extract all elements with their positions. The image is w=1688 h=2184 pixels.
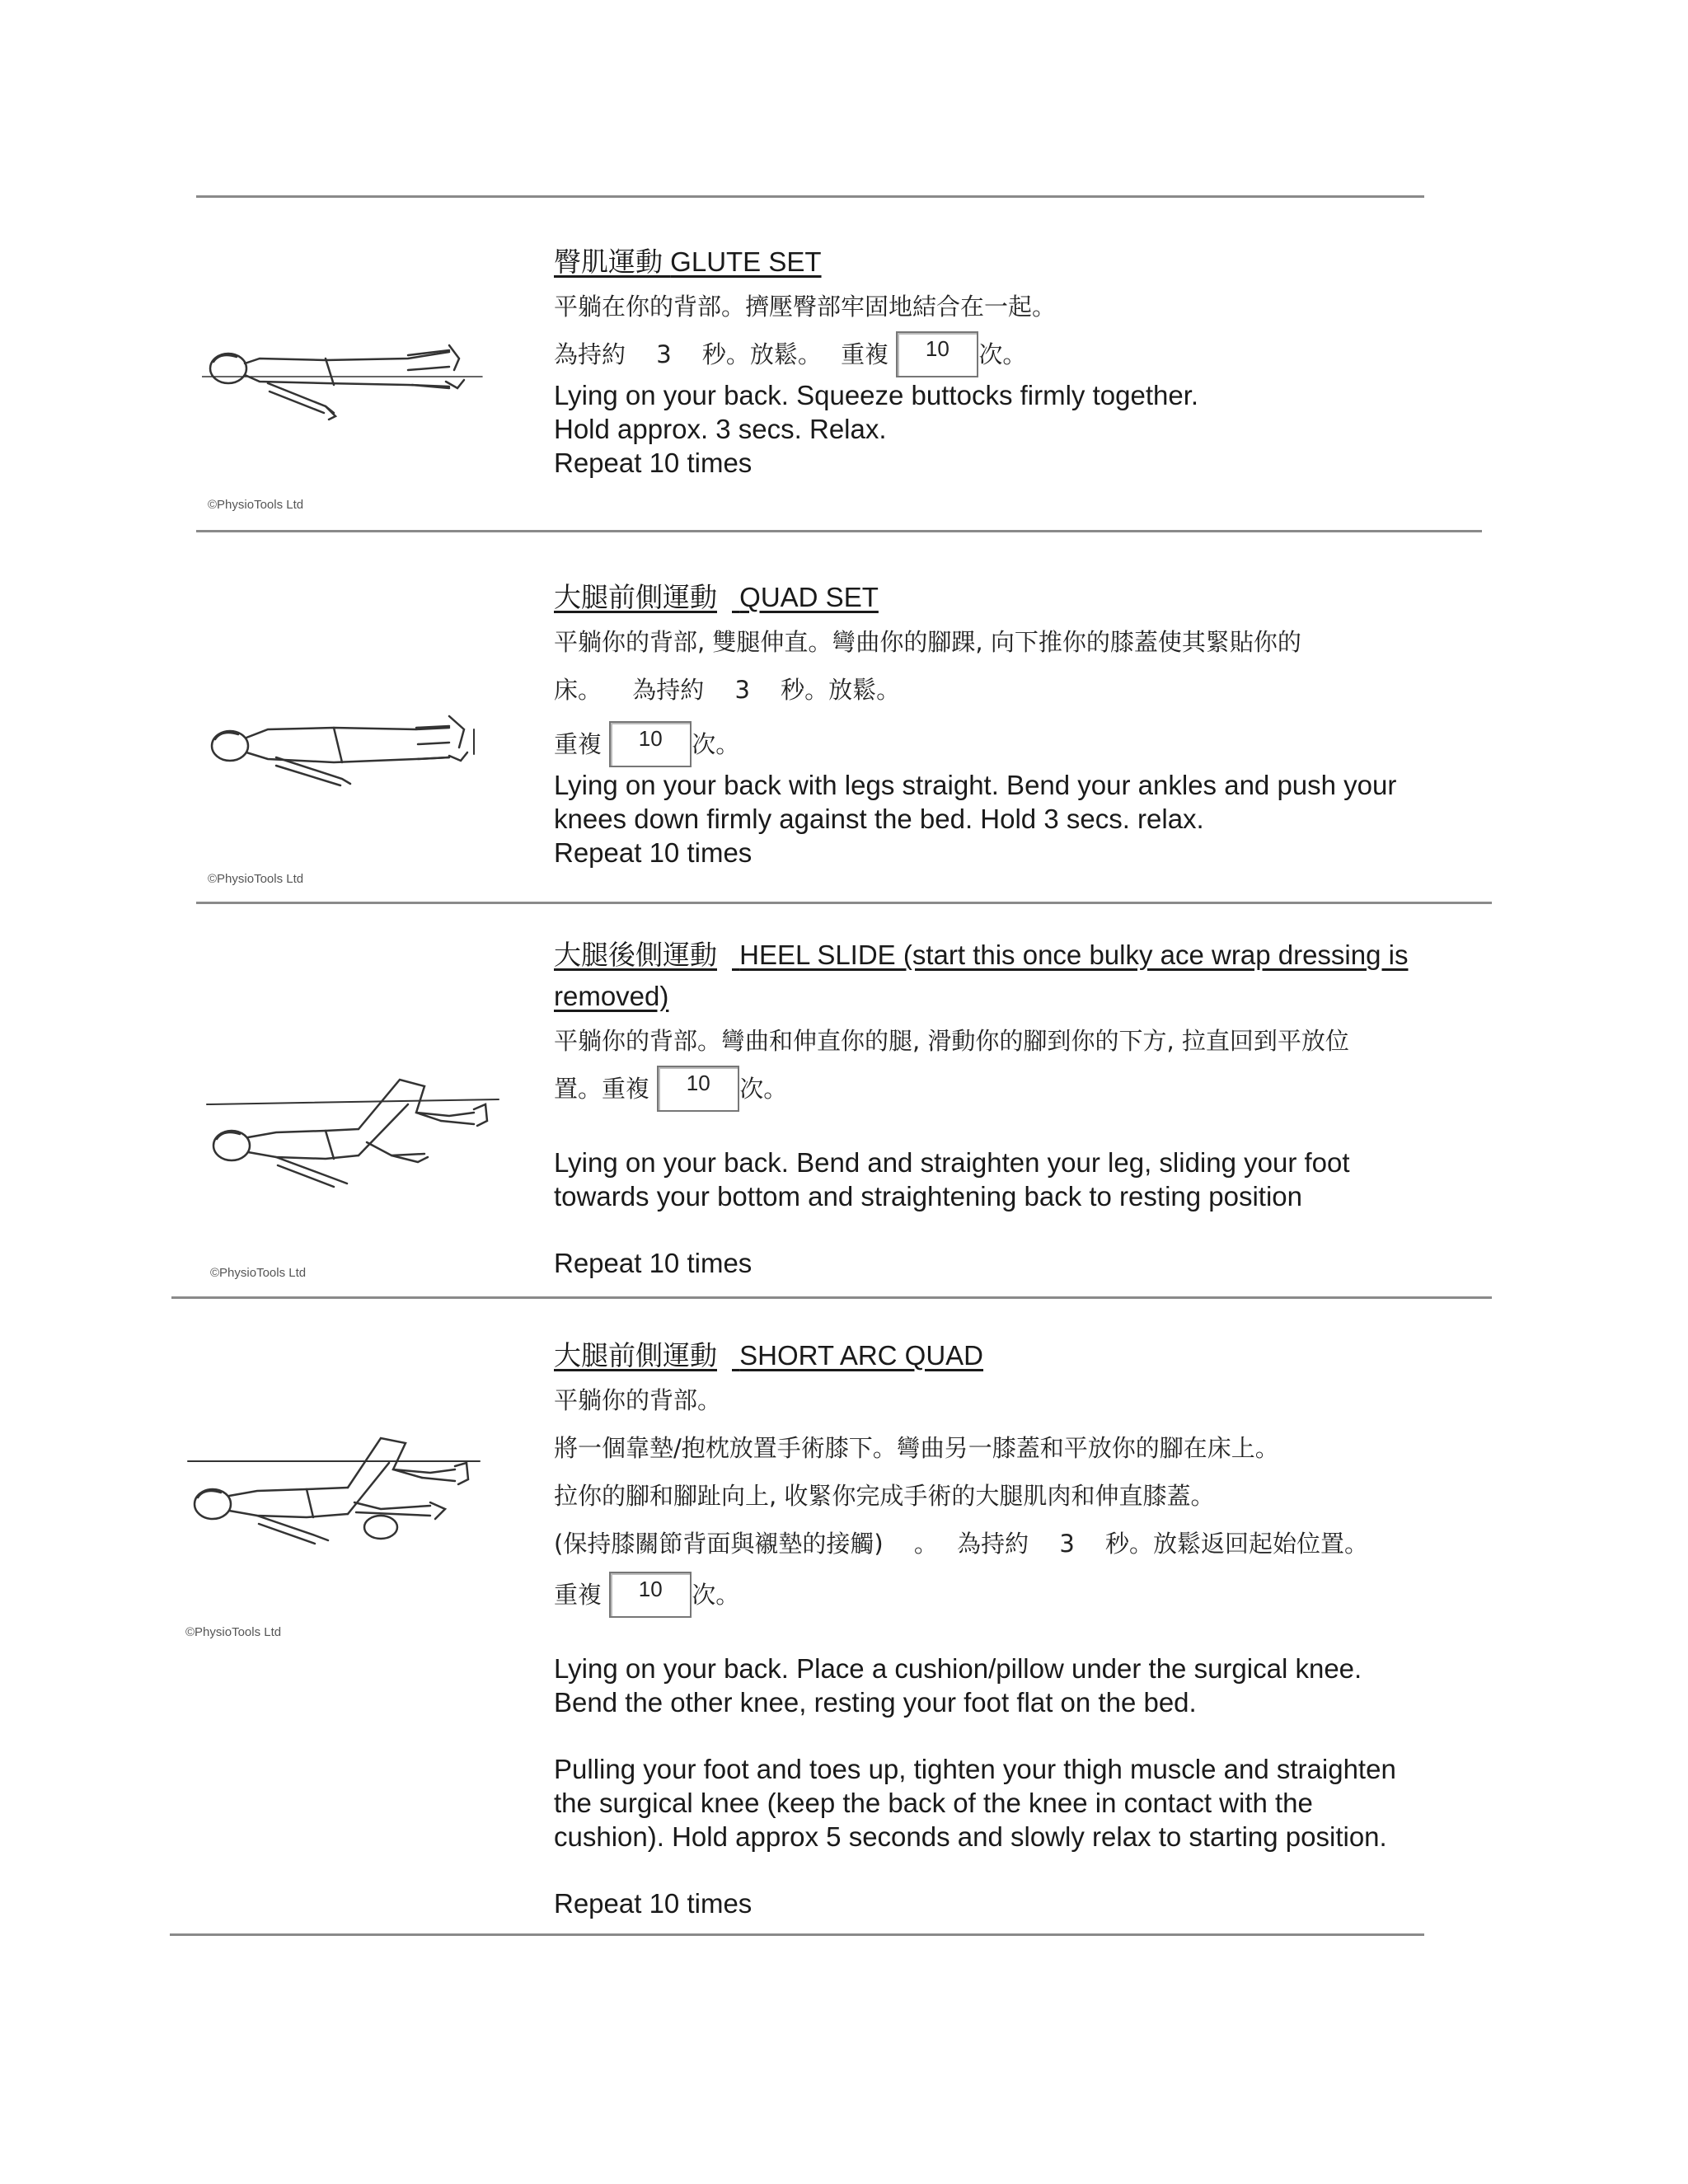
- instruction-zh-repeat-line: [554, 1571, 1477, 1619]
- hold-label: 為持約: [554, 340, 626, 368]
- repeat-count-field[interactable]: 10: [896, 331, 978, 377]
- instruction-en-line: Lying on your back. Bend and straighten your leg, sliding your foot: [554, 1147, 1350, 1178]
- instruction-en-repeat: Repeat 10 times: [554, 1248, 753, 1278]
- repeat-label: 置。重複: [554, 1075, 650, 1103]
- repeat-count-field[interactable]: 10: [657, 1066, 739, 1112]
- illustration-credit: ©PhysioTools Ltd: [208, 872, 304, 886]
- exercise-title-zh: 大腿後側運動: [554, 940, 717, 970]
- instruction-en-repeat: Repeat 10 times: [554, 1888, 753, 1919]
- hold-seconds: 3: [734, 676, 750, 704]
- instruction-en-line: Lying on your back with legs straight. Bend your ankles and push your: [554, 770, 1397, 800]
- exercise-title: [554, 935, 1477, 976]
- hold-label: 為持約: [957, 1530, 1029, 1558]
- exercise-title: [554, 241, 1477, 283]
- exercise-title-en: SHORT ARC QUAD: [739, 1340, 984, 1371]
- exercise-title: [554, 1335, 1477, 1376]
- hold-suffix: 秒。放鬆。: [781, 676, 901, 704]
- exercise-title-zh: 大腿前側運動: [554, 1340, 717, 1371]
- repeat-suffix: 次。: [739, 1075, 788, 1103]
- heel-slide-illustration: [202, 1063, 507, 1195]
- repeat-suffix: 次。: [692, 1581, 740, 1609]
- instruction-zh-punct: 。: [913, 1530, 938, 1558]
- instruction-en-line: the surgical knee (keep the back of the knee in contact with the: [554, 1788, 1313, 1818]
- repeat-label: 重複: [554, 1581, 603, 1609]
- instruction-en-line: Bend the other knee, resting your foot flat on the bed.: [554, 1687, 1197, 1718]
- repeat-label: 重複: [554, 730, 603, 758]
- instruction-en-line: Pulling your foot and toes up, tighten your thigh muscle and straighten: [554, 1754, 1396, 1784]
- instruction-en-repeat: Repeat 10 times: [554, 837, 753, 868]
- hold-seconds: 3: [1059, 1530, 1075, 1558]
- instruction-zh-text: (保持膝關節背面與襯墊的接觸): [554, 1530, 884, 1558]
- exercise-title-continued: removed): [554, 981, 669, 1011]
- exercise-title-en: QUAD SET: [739, 582, 879, 612]
- instruction-zh-line: 平躺你的背部, 雙腿伸直。彎曲你的腳踝, 向下推你的膝蓋使其緊貼你的: [554, 628, 1301, 656]
- hold-suffix: 秒。放鬆返回起始位置。: [1105, 1530, 1369, 1558]
- instruction-zh-hold-line: [554, 1520, 1477, 1568]
- short-arc-quad-illustration: [183, 1430, 488, 1554]
- instruction-zh-repeat-line: [554, 720, 1477, 768]
- illustration-credit: ©PhysioTools Ltd: [210, 1266, 307, 1280]
- bottom-divider: [170, 1933, 1424, 1936]
- instruction-en-repeat: Repeat 10 times: [554, 448, 753, 478]
- instruction-en-line: Lying on your back. Squeeze buttocks firmly together.: [554, 380, 1199, 410]
- instruction-zh-line: 平躺在你的背部。擠壓臀部牢固地結合在一起。: [554, 293, 1057, 321]
- repeat-label: 重複: [841, 340, 889, 368]
- hold-label: 為持約: [632, 676, 705, 704]
- illustration-credit: ©PhysioTools Ltd: [208, 498, 304, 512]
- hold-seconds: 3: [656, 340, 672, 368]
- instruction-en-line: knees down firmly against the bed. Hold 3 secs. relax.: [554, 804, 1204, 834]
- instruction-zh-hold-line: [554, 330, 1477, 378]
- section-divider: [171, 1296, 1492, 1299]
- instruction-zh-line: 將一個靠墊/抱枕放置手術膝下。彎曲另一膝蓋和平放你的腳在床上。: [554, 1434, 1279, 1462]
- instruction-zh-line: 平躺你的背部。: [554, 1386, 722, 1414]
- instruction-en-line: cushion). Hold approx 5 seconds and slowly relax to starting position.: [554, 1821, 1387, 1852]
- top-divider: [196, 195, 1424, 198]
- repeat-suffix: 次。: [978, 340, 1027, 368]
- instruction-zh-line: 拉你的腳和腳趾向上, 收緊你完成手術的大腿肌肉和伸直膝蓋。: [554, 1482, 1215, 1510]
- instruction-zh-hold-line: [554, 666, 1477, 714]
- exercise-title: [554, 577, 1477, 618]
- hold-suffix: 秒。放鬆。: [701, 340, 822, 368]
- instruction-en-line: towards your bottom and straightening back to resting position: [554, 1181, 1303, 1212]
- exercise-title-zh: 大腿前側運動: [554, 582, 717, 612]
- instruction-zh-line: 平躺你的背部。彎曲和伸直你的腿, 滑動你的腳到你的下方, 拉直回到平放位: [554, 1027, 1349, 1055]
- section-divider: [196, 530, 1482, 532]
- exercise-title-zh: 臀肌運動: [554, 246, 663, 277]
- repeat-count-field[interactable]: 10: [609, 721, 692, 767]
- repeat-count-field[interactable]: 10: [609, 1572, 692, 1618]
- instruction-en-line: Lying on your back. Place a cushion/pillow under the surgical knee.: [554, 1653, 1362, 1684]
- lying-quad-set-illustration: [202, 705, 499, 804]
- illustration-credit: ©PhysioTools Ltd: [185, 1625, 282, 1639]
- instruction-zh-repeat-line: [554, 1065, 1477, 1113]
- lying-supine-illustration: [202, 334, 499, 433]
- exercise-title-en: GLUTE SET: [670, 246, 822, 277]
- exercise-title-en: HEEL SLIDE (start this once bulky ace wrap dressing is: [739, 940, 1409, 970]
- instruction-en-line: Hold approx. 3 secs. Relax.: [554, 414, 887, 444]
- repeat-suffix: 次。: [692, 730, 740, 758]
- instruction-zh-text: 床。: [554, 676, 603, 704]
- section-divider: [196, 902, 1492, 904]
